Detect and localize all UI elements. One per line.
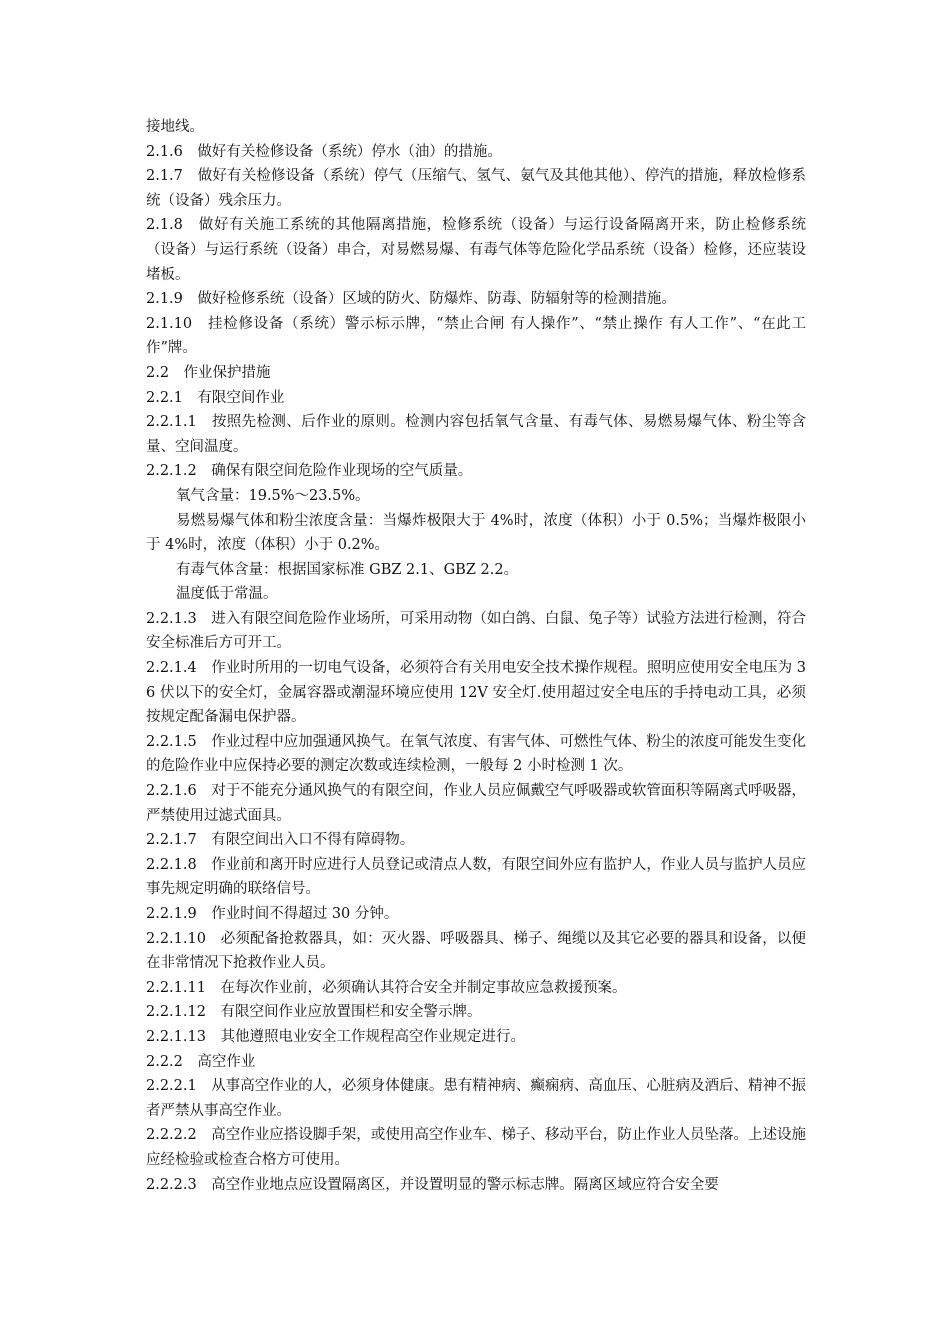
- clause-2-2-1-6: 2.2.1.6 对于不能充分通风换气的有限空间，作业人员应佩戴空气呼吸器或软管面积等隔离式呼吸器，严禁使用过滤式面具。: [146, 783, 806, 824]
- clause-2-1-9: 2.1.9 做好检修系统（设备）区域的防火、防爆炸、防毒、防辐射等的检测措施。: [146, 291, 676, 308]
- clause-2-2-1-7: 2.2.1.7 有限空间出入口不得有障碍物。: [146, 832, 415, 849]
- temperature-item: 温度低于常温。: [176, 586, 278, 603]
- clause-2-1-7: 2.1.7 做好有关检修设备（系统）停气（压缩气、氢气、氨气及其他其他）、停汽的措施，释放检修系统（设备）残余压力。: [146, 168, 806, 209]
- clause-2-1-6: 2.1.6 做好有关检修设备（系统）停水（油）的措施。: [146, 143, 502, 160]
- clause-2-2-1-9: 2.2.1.9 作业时间不得超过 30 分钟。: [146, 906, 399, 922]
- section-heading-2-2-2: 2.2.2 高空作业: [146, 1053, 256, 1070]
- clause-2-2-2-3: 2.2.2.3 高空作业地点应设置隔离区，并设置明显的警示标志牌。隔离区域应符合安全要: [146, 1176, 719, 1193]
- section-heading-2-2-1: 2.2.1 有限空间作业: [146, 389, 285, 406]
- clause-2-2-1-3: 2.2.1.3 进入有限空间危险作业场所，可采用动物（如白鸽、白鼠、兔子等）试验方法进行检测，符合安全标准后方可开工。: [146, 610, 806, 652]
- oxygen-content-item: 氧气含量：19.5%～23.5%。: [176, 487, 370, 504]
- clause-2-2-1-11: 2.2.1.11 在每次作业前，必须确认其符合安全并制定事故应急救援预案。: [146, 979, 627, 996]
- clause-2-2-1-1: 2.2.1.1 按照先检测、后作业的原则。检测内容包括氧气含量、有毒气体、易燃易爆气体、粉尘等含量、空间温度。: [146, 414, 806, 455]
- section-heading-2-2: 2.2 作业保护措施: [146, 364, 271, 381]
- clause-2-2-1-8: 2.2.1.8 作业前和离开时应进行人员登记或清点人数，有限空间外应有监护人，作业人员与监护人员应事先规定明确的联络信号。: [146, 856, 806, 898]
- toxic-gas-item: 有毒气体含量：根据国家标准 GBZ 2.1、GBZ 2.2。: [176, 561, 519, 578]
- flammable-gas-item: 易燃易爆气体和粉尘浓度含量：当爆炸极限大于 4%时，浓度（体积）小于 0.5%；当爆炸极限小于 4%时，浓度（体积）小于 0.2%。: [146, 512, 806, 554]
- document-body: [146, 115, 806, 1197]
- clause-2-2-1-5: 2.2.1.5 作业过程中应加强通风换气。在氧气浓度、有害气体、可燃性气体、粉尘的浓度可能发生变化的危险作业中应保持必要的测定次数或连续检测，一般每 2 小时检测 1 次。: [146, 733, 806, 775]
- clause-2-2-1-4: 2.2.1.4 作业时所用的一切电气设备，必须符合有关用电安全技术操作规程。照明应使用安全电压为 36 伏以下的安全灯，金属容器或潮湿环境应使用 12V 安全灯.使用超过安全电压的手持电动工具，必须按规定配备漏电保护器。: [146, 660, 806, 726]
- clause-2-1-8: 2.1.8 做好有关施工系统的其他隔离措施，检修系统（设备）与运行设备隔离开来，防止检修系统（设备）与运行系统（设备）串合，对易燃易爆、有毒气体等危险化学品系统（设备）检修，还应装设堵板。: [146, 217, 806, 283]
- clause-2-1-10: 2.1.10 挂检修设备（系统）警示标示牌，“禁止合闸 有人操作”、“禁止操作 有人工作”、“在此工作”牌。: [146, 315, 806, 357]
- clause-2-2-1-13: 2.2.1.13 其他遵照电业安全工作规程高空作业规定进行。: [146, 1028, 525, 1045]
- clause-2-2-1-12: 2.2.1.12 有限空间作业应放置围栏和安全警示牌。: [146, 1004, 482, 1021]
- clause-2-2-2-2: 2.2.2.2 高空作业应搭设脚手架，或使用高空作业车、梯子、移动平台，防止作业人员坠落。上述设施应经检验或检查合格方可使用。: [146, 1127, 806, 1168]
- clause-2-2-2-1: 2.2.2.1 从事高空作业的人，必须身体健康。患有精神病、癫痫病、高血压、心脏病及酒后、精神不振者严禁从事高空作业。: [146, 1078, 806, 1119]
- clause-2-2-1-10: 2.2.1.10 必须配备抢救器具，如：灭火器、呼吸器具、梯子、绳缆以及其它必要的器具和设备，以便在非常情况下抢救作业人员。: [146, 930, 806, 972]
- clause-2-2-1-2: 2.2.1.2 确保有限空间危险作业现场的空气质量。: [146, 463, 473, 480]
- paragraph: 接地线。: [146, 119, 204, 135]
